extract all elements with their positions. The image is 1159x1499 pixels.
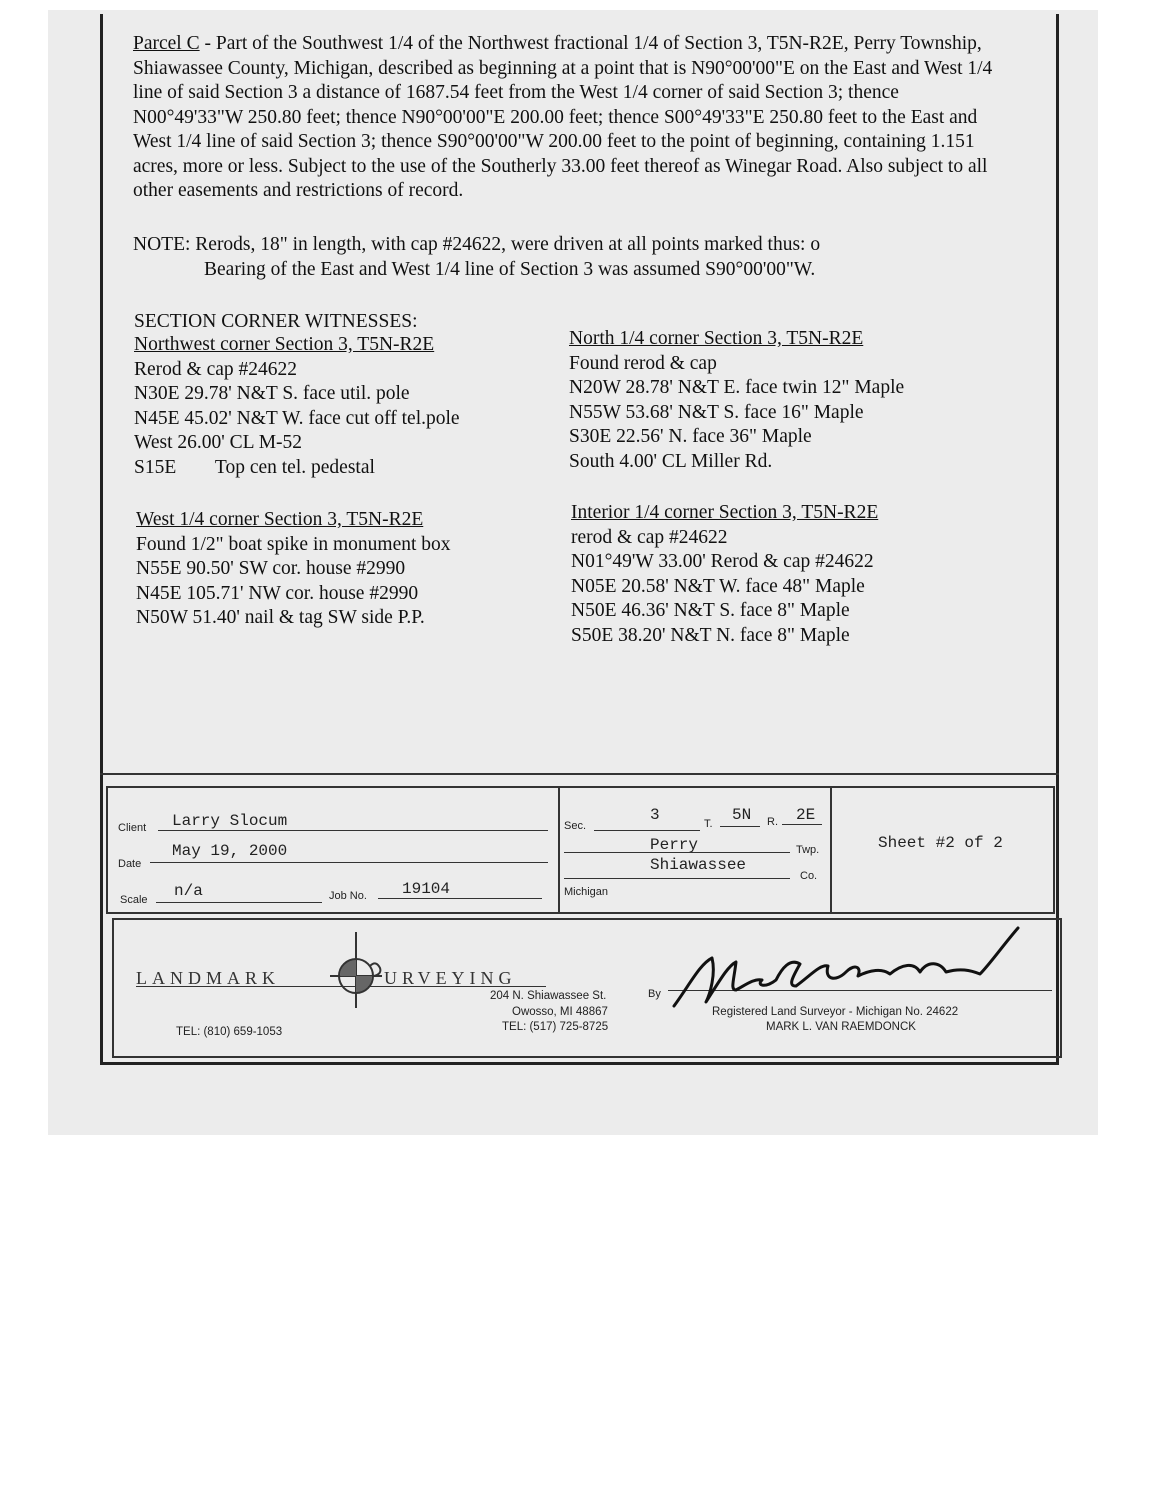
note-line-1: NOTE: Rerods, 18" in length, with cap #24622, were driven at all points marked thus: o bbox=[133, 234, 821, 255]
west-quarter-corner-title: West 1/4 corner Section 3, T5N-R2E bbox=[136, 509, 424, 530]
township-name-value: Perry bbox=[650, 836, 699, 854]
surveying-logo-icon bbox=[326, 930, 386, 1010]
range-label: R. bbox=[767, 816, 778, 828]
witness-line: Found rerod & cap bbox=[569, 352, 717, 374]
company-name-right: URVEYING bbox=[384, 968, 517, 988]
witness-line: South 4.00' CL Miller Rd. bbox=[569, 450, 773, 472]
section-value: 3 bbox=[650, 806, 660, 824]
township-number-value: 5N bbox=[732, 806, 752, 824]
witness-line: Rerod & cap #24622 bbox=[134, 358, 298, 380]
date-label: Date bbox=[118, 858, 142, 870]
company-name-left: LANDMARK bbox=[136, 968, 281, 988]
north-quarter-corner-block bbox=[569, 327, 904, 474]
witness-line: S15E Top cen tel. pedestal bbox=[134, 456, 375, 478]
witness-line: N55E 90.50' SW cor. house #2990 bbox=[136, 558, 406, 579]
witness-line: N05E 20.58' N&T W. face 48" Maple bbox=[571, 575, 865, 597]
scale-value: n/a bbox=[174, 882, 203, 900]
county-value: Shiawassee bbox=[650, 856, 747, 874]
title-block bbox=[106, 786, 1055, 914]
witness-line: rerod & cap #24622 bbox=[571, 526, 728, 548]
job-number-label: Job No. bbox=[329, 890, 367, 902]
witness-line: S50E 38.20' N&T N. face 8" Maple bbox=[571, 624, 850, 646]
date-value: May 19, 2000 bbox=[172, 842, 288, 860]
township-name-label: Twp. bbox=[796, 844, 820, 856]
range-value: 2E bbox=[796, 806, 816, 824]
northwest-corner-block bbox=[134, 333, 460, 480]
client-value: Larry Slocum bbox=[172, 812, 288, 830]
township-number-label: T. bbox=[704, 818, 713, 830]
witness-line: S30E 22.56' N. face 36" Maple bbox=[569, 426, 812, 447]
west-quarter-corner-block bbox=[136, 508, 451, 631]
by-label: By bbox=[648, 988, 661, 1000]
witness-line: N50W 51.40' nail & tag SW side P.P. bbox=[136, 607, 425, 628]
company-address-line1: 204 N. Shiawassee St. bbox=[490, 990, 607, 1002]
surveyor-name: MARK L. VAN RAEMDONCK bbox=[766, 1021, 916, 1033]
witness-line: N45E 105.71' NW cor. house #2990 bbox=[136, 582, 419, 604]
witness-line: N01°49'W 33.00' Rerod & cap #24622 bbox=[571, 551, 874, 572]
witness-line: N55W 53.68' N&T S. face 16" Maple bbox=[569, 401, 864, 423]
note-line-2: Bearing of the East and West 1/4 line of Section 3 was assumed S90°00'00"W. bbox=[204, 259, 816, 280]
state-label: Michigan bbox=[564, 886, 609, 898]
witness-line: N20W 28.78' N&T E. face twin 12" Maple bbox=[569, 377, 905, 398]
parcel-text: - Part of the Southwest 1/4 of the Northwest fractional 1/4 of Section 3, T5N-R2E, Perry Township, Shiawassee County, Michigan, described as beginning at a point that is N90°00'00"E on the East and West 1/4 line of said Section 3 a distance of 1687.54 feet from the West 1/4 corner of said Section 3; thence N00°49'33"W 250.80 feet; thence N90°00'00"E 200.00 feet; thence S00°49'33"E 250.80 feet to the East and West 1/4 line of said Section 3; thence S90°00'00"W 200.00 feet to the point of beginning, containing 1.151 acres, more or less. Subject to the use of the Southerly 33.00 feet thereof as Winegar Road. Also subject to all other easements and restrictions of record. bbox=[133, 33, 993, 201]
parcel-label: Parcel C bbox=[133, 33, 200, 54]
northwest-corner-title: Northwest corner Section 3, T5N-R2E bbox=[134, 334, 435, 355]
witness-line: N45E 45.02' N&T W. face cut off tel.pole bbox=[134, 407, 460, 429]
client-label: Client bbox=[118, 822, 147, 834]
surveyor-title: Registered Land Surveyor - Michigan No. 24622 bbox=[712, 1006, 959, 1018]
witness-line: N50E 46.36' N&T S. face 8" Maple bbox=[571, 600, 850, 621]
sheet-number: Sheet #2 of 2 bbox=[878, 834, 1003, 852]
company-phone: TEL: (810) 659-1053 bbox=[176, 1026, 283, 1038]
scale-label: Scale bbox=[120, 894, 148, 906]
parcel-description bbox=[133, 32, 1013, 204]
surveyor-signature bbox=[670, 924, 1030, 1014]
witness-line: Found 1/2" boat spike in monument box bbox=[136, 533, 451, 555]
job-number-value: 19104 bbox=[402, 880, 451, 898]
interior-quarter-corner-block bbox=[571, 501, 878, 648]
company-address-line2: Owosso, MI 48867 bbox=[512, 1006, 608, 1018]
witness-line: N30E 29.78' N&T S. face util. pole bbox=[134, 383, 410, 404]
company-phone-owosso: TEL: (517) 725-8725 bbox=[502, 1021, 609, 1033]
section-label: Sec. bbox=[564, 820, 587, 832]
company-signature-block bbox=[112, 918, 1062, 1058]
section-divider bbox=[100, 773, 1059, 775]
witness-line: West 26.00' CL M-52 bbox=[134, 432, 303, 453]
interior-quarter-corner-title: Interior 1/4 corner Section 3, T5N-R2E bbox=[571, 502, 879, 523]
county-label: Co. bbox=[800, 870, 818, 882]
north-quarter-corner-title: North 1/4 corner Section 3, T5N-R2E bbox=[569, 328, 864, 349]
witnesses-heading: SECTION CORNER WITNESSES: bbox=[134, 311, 418, 332]
